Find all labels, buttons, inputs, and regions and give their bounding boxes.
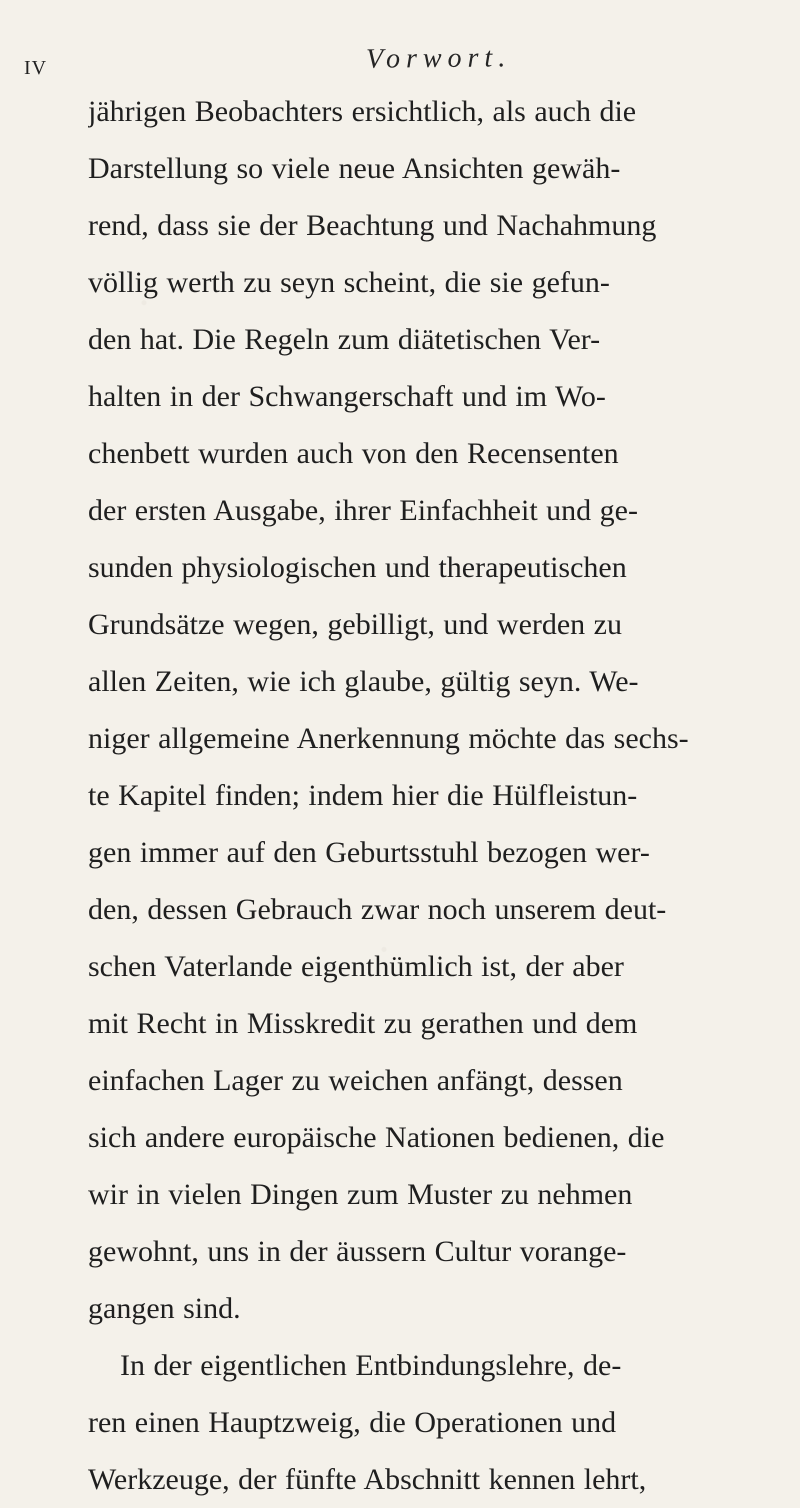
text-line: schen Vaterlande eigenthümlich ist, der aber xyxy=(88,950,624,983)
body-text xyxy=(88,83,773,1508)
text-line: sunden physiologischen und therapeutischen xyxy=(88,551,627,584)
text-line: mit Recht in Misskredit zu gerathen und dem xyxy=(88,1007,638,1040)
text-line: ren einen Hauptzweig, die Operationen und xyxy=(88,1406,617,1439)
text-line: chenbett wurden auch von den Recensenten xyxy=(88,437,619,470)
running-title: Vorwort. xyxy=(365,42,512,75)
text-line: völlig werth zu seyn scheint, die sie gefun- xyxy=(88,266,610,299)
text-line: rend, dass sie der Beachtung und Nachahmung xyxy=(88,209,657,242)
text-line: sich andere europäische Nationen bedienen, die xyxy=(88,1121,665,1154)
text-line: Darstellung so viele neue Ansichten gewäh- xyxy=(88,152,621,185)
text-line: gangen sind. xyxy=(88,1292,241,1325)
text-line: jährigen Beobachters ersichtlich, als auch die xyxy=(88,95,637,128)
text-line: te Kapitel finden; indem hier die Hülfleistun- xyxy=(88,779,638,812)
text-line: In der eigentlichen Entbindungslehre, de- xyxy=(120,1349,622,1382)
text-line: Werkzeuge, der fünfte Abschnitt kennen lehrt, xyxy=(88,1463,647,1496)
text-line: allen Zeiten, wie ich glaube, gültig seyn. We- xyxy=(88,665,639,698)
text-line: einfachen Lager zu weichen anfängt, dessen xyxy=(88,1064,623,1097)
text-line: den hat. Die Regeln zum diätetischen Ver- xyxy=(88,323,601,356)
text-line: halten in der Schwangerschaft und im Wo- xyxy=(88,380,606,413)
text-line: den, dessen Gebrauch zwar noch unserem deut- xyxy=(88,893,667,926)
text-line: gewohnt, uns in der äussern Cultur vorange- xyxy=(88,1235,627,1268)
text-line: der ersten Ausgabe, ihrer Einfachheit und ge- xyxy=(88,494,638,527)
text-line: gen immer auf den Geburtsstuhl bezogen wer- xyxy=(88,836,650,869)
page-number: IV xyxy=(24,57,48,79)
text-line: niger allgemeine Anerkennung möchte das sechs- xyxy=(88,722,689,755)
text-line: wir in vielen Dingen zum Muster zu nehmen xyxy=(88,1178,633,1211)
text-line: Grundsätze wegen, gebilligt, und werden zu xyxy=(88,608,622,641)
